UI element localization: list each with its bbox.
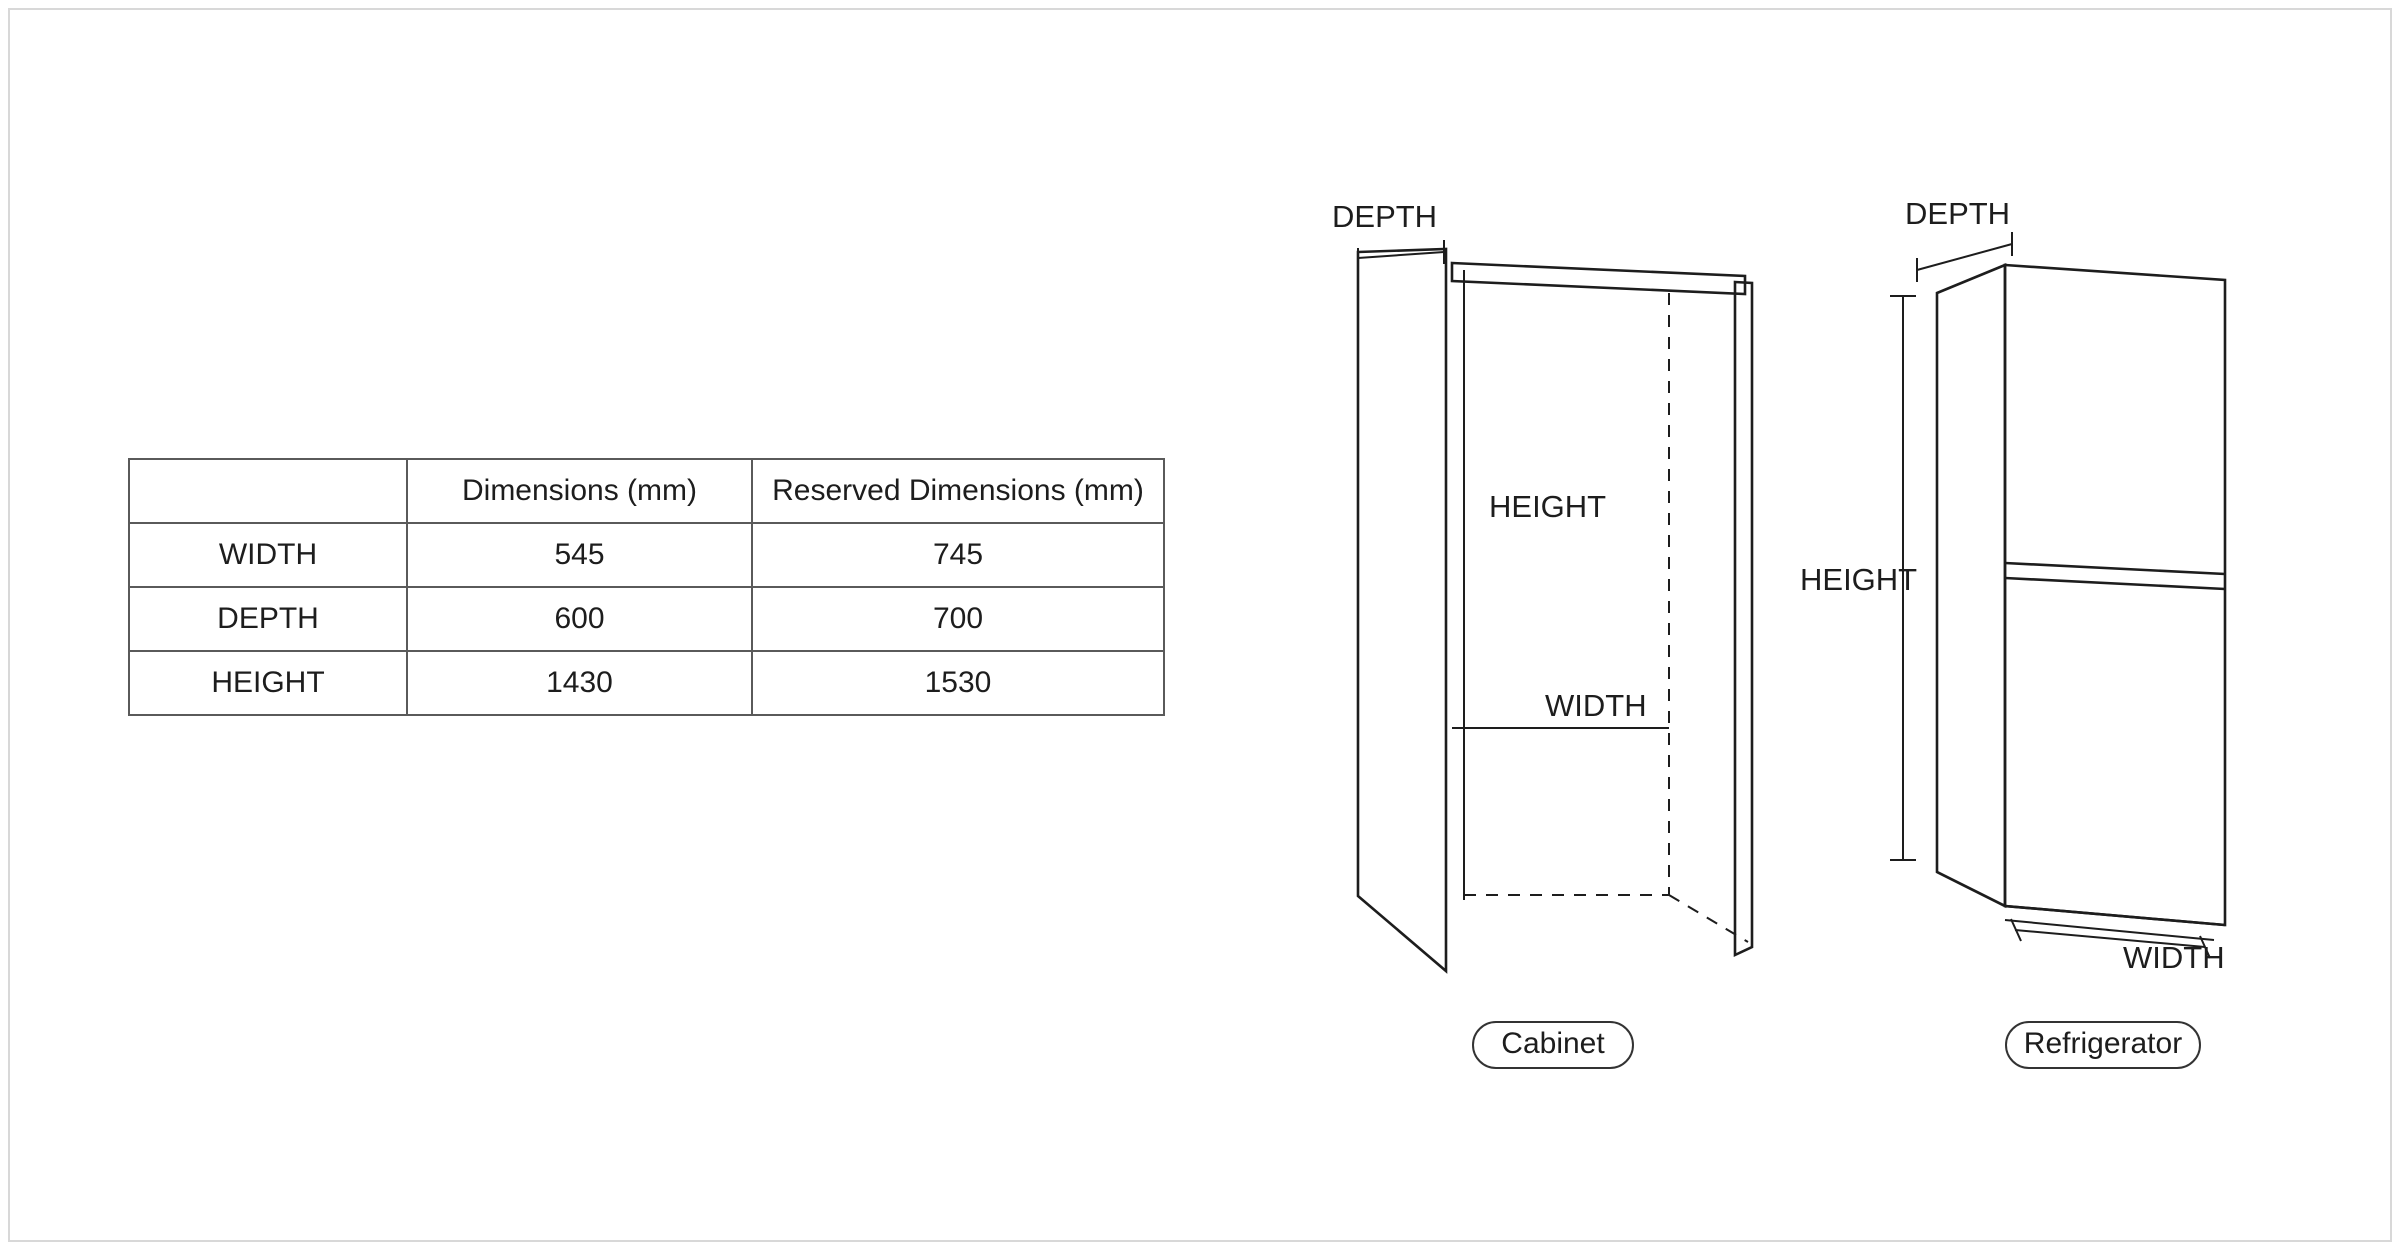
table-header-reserved: Reserved Dimensions (mm): [752, 459, 1164, 523]
row-label-width: WIDTH: [129, 523, 407, 587]
cabinet-right-panel: [1735, 282, 1752, 955]
cabinet-diagram: [1332, 199, 1752, 1068]
row-label-depth: DEPTH: [129, 587, 407, 651]
fridge-door-split-lower: [2005, 578, 2225, 589]
row-label-height: HEIGHT: [129, 651, 407, 715]
row-reserved-depth: 700: [752, 587, 1164, 651]
cabinet-depth-label: DEPTH: [1332, 199, 1438, 234]
refrigerator-caption-label: Refrigerator: [2023, 1027, 2183, 1060]
cabinet-left-panel: [1358, 249, 1446, 971]
row-dimension-depth: 600: [407, 587, 752, 651]
fridge-door-split-upper: [2005, 563, 2225, 574]
row-reserved-height: 1530: [752, 651, 1164, 715]
cabinet-width-label: WIDTH: [1545, 688, 1647, 723]
fridge-base: [1937, 872, 2225, 925]
row-dimension-width: 545: [407, 523, 752, 587]
row-dimension-height: 1430: [407, 651, 752, 715]
cabinet-top-panel: [1452, 263, 1745, 294]
fridge-front-face: [2005, 265, 2225, 925]
fridge-width-label: WIDTH: [2123, 940, 2225, 975]
cabinet-caption-label: Cabinet: [1501, 1027, 1605, 1060]
fridge-depth-line: [1917, 244, 2012, 270]
cabinet-caption: [1473, 1022, 1633, 1068]
cabinet-depth-line: [1358, 252, 1444, 258]
fridge-height-label: HEIGHT: [1800, 562, 1918, 597]
row-reserved-width: 745: [752, 523, 1164, 587]
fridge-depth-label: DEPTH: [1905, 196, 2011, 231]
fridge-left-side: [1937, 265, 2005, 906]
refrigerator-caption: [2006, 1022, 2200, 1068]
refrigerator-diagram: [1800, 196, 2225, 1068]
fridge-base-front-edge: [2005, 920, 2214, 940]
table-header-dimensions: Dimensions (mm): [407, 459, 752, 523]
cabinet-height-label: HEIGHT: [1489, 489, 1607, 524]
